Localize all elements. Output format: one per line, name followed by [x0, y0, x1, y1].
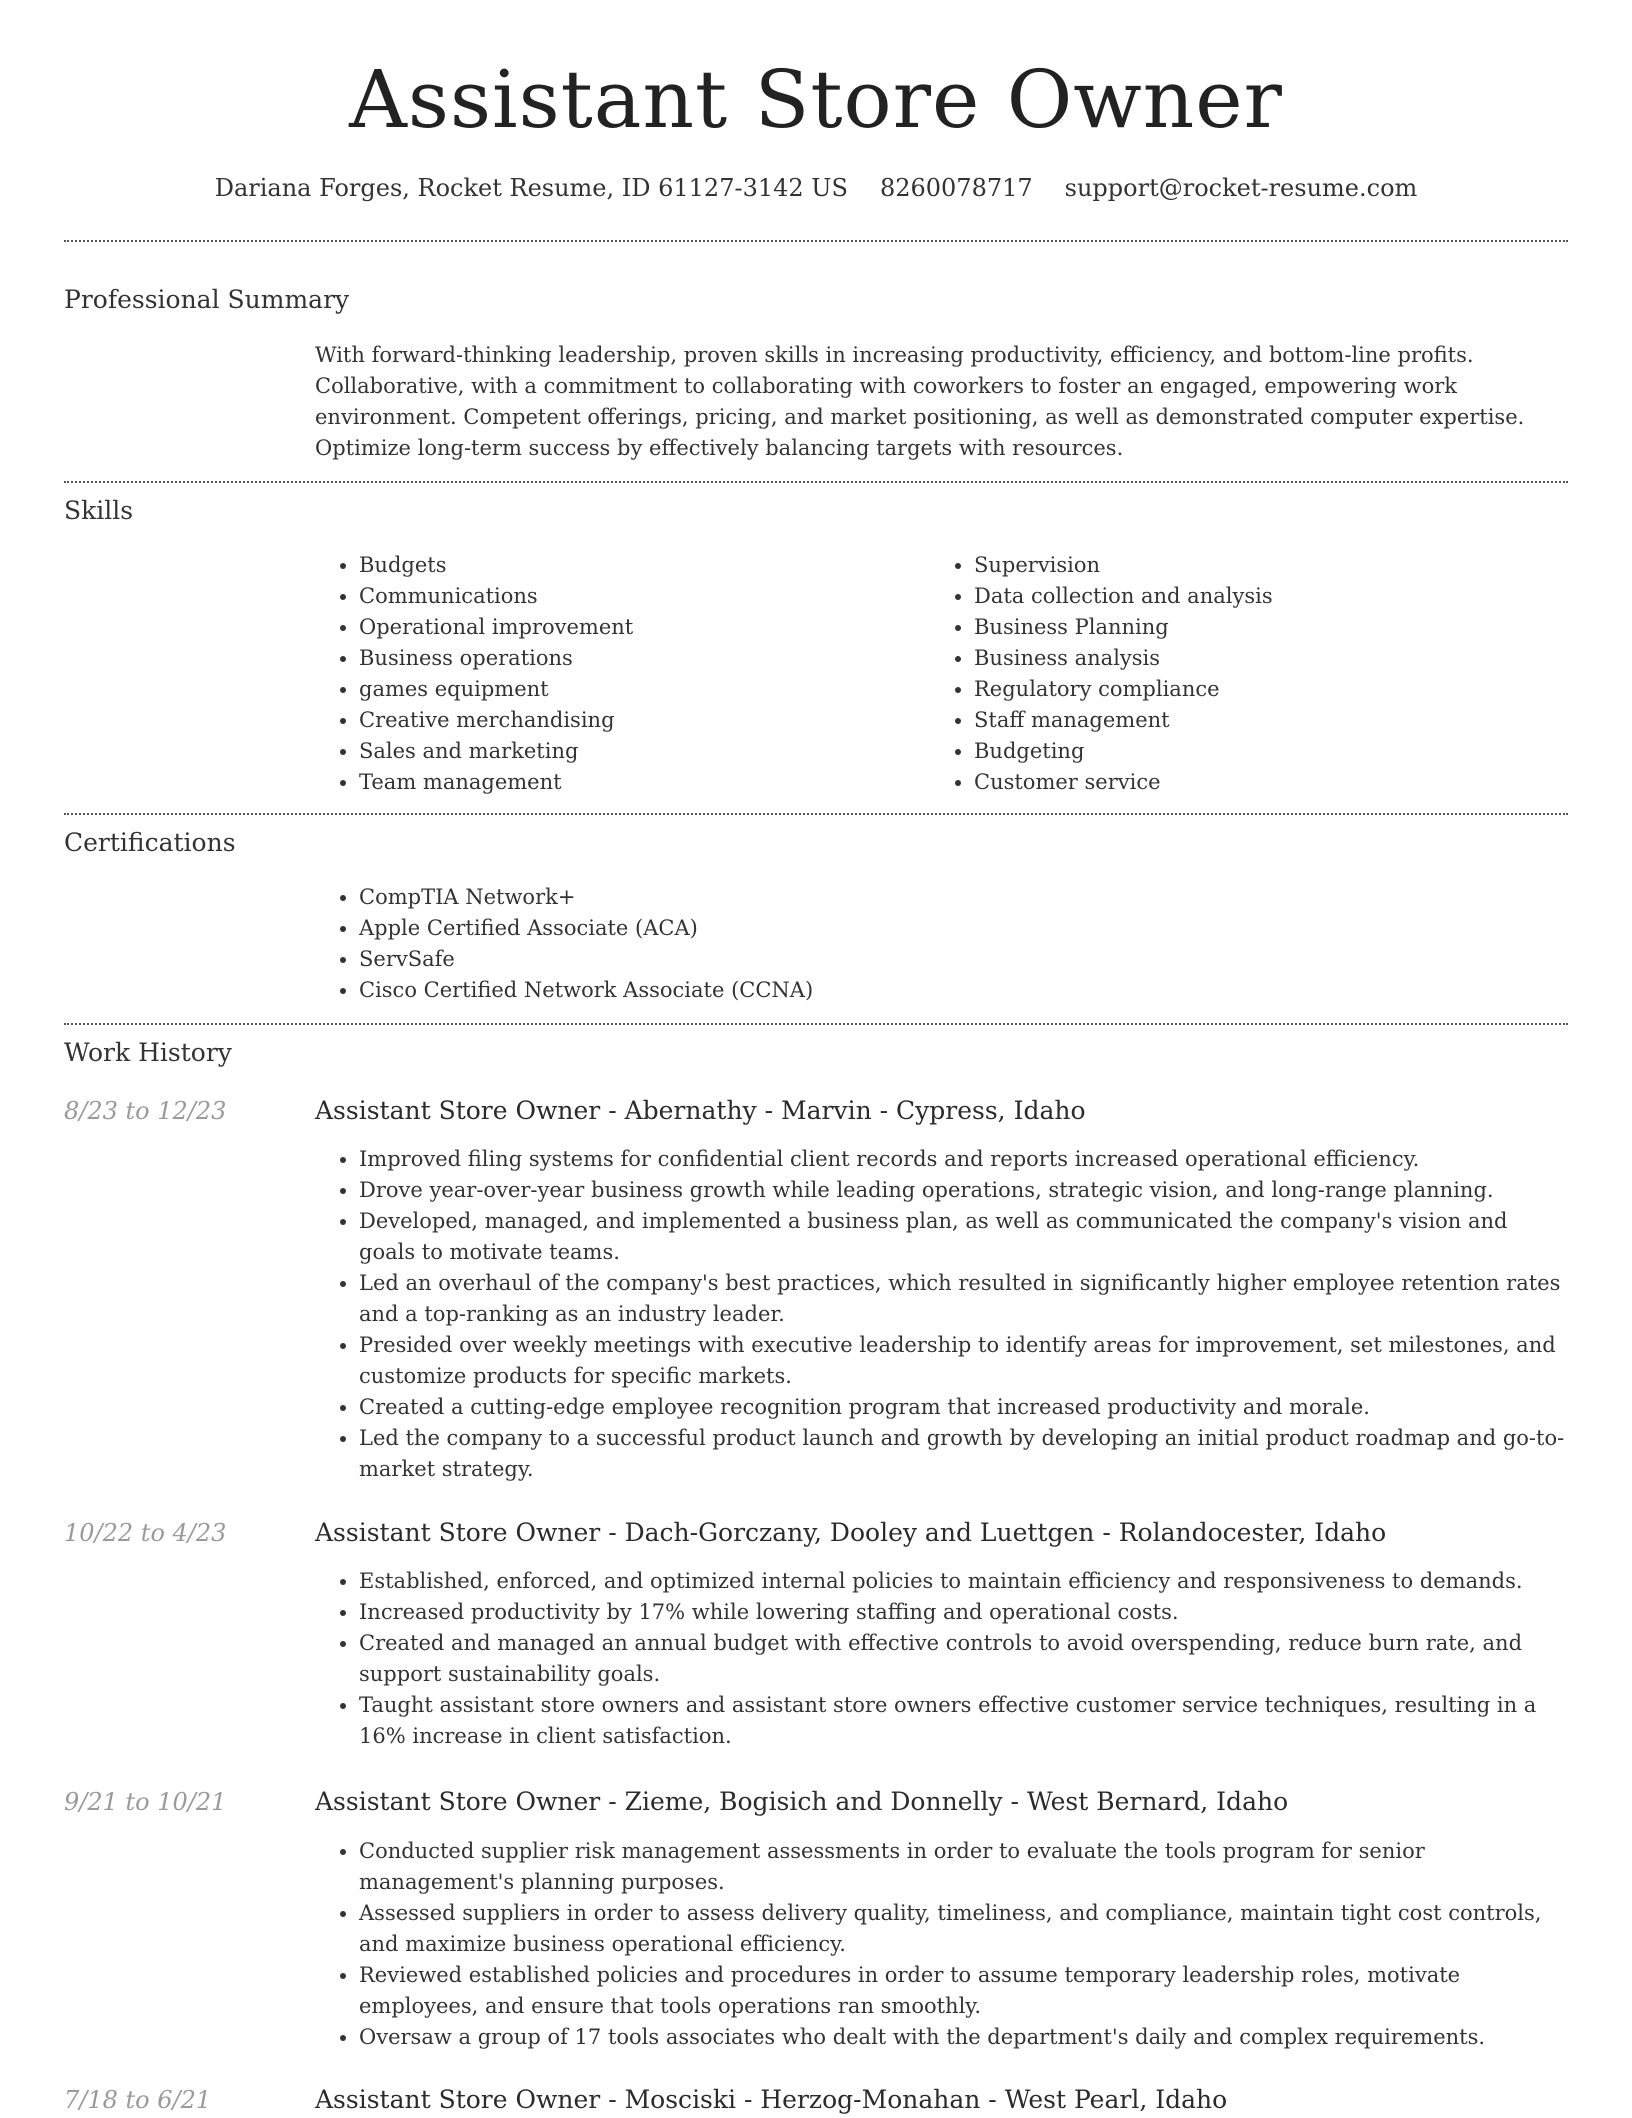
- job-bullet: • Increased productivity by 17% while lowering staffing and operational costs.: [359, 1597, 1565, 1628]
- contact-phone: 8260078717: [879, 174, 1033, 202]
- job-bullet: • Presided over weekly meetings with executive leadership to identify areas for improvement, set milestones, and customize products for specific markets.: [359, 1330, 1565, 1392]
- job-bullet: • Oversaw a group of 17 tools associates who dealt with the department's daily and complex requirements.: [359, 2022, 1565, 2053]
- divider: [64, 481, 1568, 483]
- divider: [64, 813, 1568, 815]
- job-title: Assistant Store Owner - Mosciski - Herzog-Monahan - West Pearl, Idaho: [315, 2085, 1228, 2114]
- skill-item: • Budgets: [359, 550, 915, 581]
- certifications-list: [315, 882, 1565, 1006]
- contact-address: Dariana Forges, Rocket Resume, ID 61127-3142 US: [214, 174, 848, 202]
- skills-list-left: [315, 550, 915, 798]
- certification-item: • Apple Certified Associate (ACA): [359, 913, 1565, 944]
- divider: [64, 240, 1568, 242]
- skill-item: • Data collection and analysis: [974, 581, 1530, 612]
- job-title: Assistant Store Owner - Abernathy - Marvin - Cypress, Idaho: [315, 1096, 1086, 1125]
- certification-item: • ServSafe: [359, 944, 1565, 975]
- job-bullets: [315, 1144, 1565, 1485]
- skill-item: • Operational improvement: [359, 612, 915, 643]
- skill-item: • Team management: [359, 767, 915, 798]
- section-heading-certifications: Certifications: [64, 828, 236, 857]
- job-title: Assistant Store Owner - Zieme, Bogisich and Donnelly - West Bernard, Idaho: [315, 1787, 1289, 1816]
- job-bullet: • Assessed suppliers in order to assess delivery quality, timeliness, and compliance, maintain tight cost controls, and maximize business operational efficiency.: [359, 1898, 1565, 1960]
- job-bullet: • Led the company to a successful product launch and growth by developing an initial product roadmap and go-to-market strategy.: [359, 1423, 1565, 1485]
- job-bullet: • Developed, managed, and implemented a business plan, as well as communicated the company's vision and goals to motivate teams.: [359, 1206, 1565, 1268]
- job-bullet: • Created and managed an annual budget with effective controls to avoid overspending, reduce burn rate, and support sustainability goals.: [359, 1628, 1565, 1690]
- job-bullet: • Led an overhaul of the company's best practices, which resulted in significantly higher employee retention rates and a top-ranking as an industry leader.: [359, 1268, 1565, 1330]
- contact-email: support@rocket-resume.com: [1064, 174, 1418, 202]
- skill-item: • Budgeting: [974, 736, 1530, 767]
- certification-item: • CompTIA Network+: [359, 882, 1565, 913]
- skill-item: • Business Planning: [974, 612, 1530, 643]
- job-dates: 10/22 to 4/23: [64, 1519, 227, 1547]
- job-bullet: • Established, enforced, and optimized internal policies to maintain efficiency and responsiveness to demands.: [359, 1566, 1565, 1597]
- job-bullet: • Drove year-over-year business growth while leading operations, strategic vision, and long-range planning.: [359, 1175, 1565, 1206]
- certification-item: • Cisco Certified Network Associate (CCNA): [359, 975, 1565, 1006]
- job-bullet: • Improved filing systems for confidential client records and reports increased operational efficiency.: [359, 1144, 1565, 1175]
- skill-item: • Communications: [359, 581, 915, 612]
- summary-text: With forward-thinking leadership, proven skills in increasing productivity, efficiency, and bottom-line profits. Collaborative, with a commitment to collaborating with coworkers to foster an engaged, empowering work environment. Competent offerings, pricing, and market positioning, as well as demonstrated computer expertise. Optimize long-term success by effectively balancing targets with resources.: [315, 343, 1525, 460]
- skill-item: • Regulatory compliance: [974, 674, 1530, 705]
- resume-title: Assistant Store Owner: [349, 53, 1283, 146]
- job-bullets: [315, 1836, 1565, 2053]
- skill-item: • games equipment: [359, 674, 915, 705]
- skill-item: • Business analysis: [974, 643, 1530, 674]
- job-dates: 8/23 to 12/23: [64, 1097, 227, 1125]
- section-heading-work-history: Work History: [64, 1038, 232, 1067]
- job-bullet: • Reviewed established policies and procedures in order to assume temporary leadership roles, motivate employees, and ensure that tools operations ran smoothly.: [359, 1960, 1565, 2022]
- job-bullet: • Created a cutting-edge employee recognition program that increased productivity and morale.: [359, 1392, 1565, 1423]
- section-heading-skills: Skills: [64, 496, 134, 525]
- job-bullet: • Conducted supplier risk management assessments in order to evaluate the tools program for senior management's planning purposes.: [359, 1836, 1565, 1898]
- skill-item: • Supervision: [974, 550, 1530, 581]
- skill-item: • Business operations: [359, 643, 915, 674]
- skill-item: • Creative merchandising: [359, 705, 915, 736]
- section-heading-summary: Professional Summary: [64, 285, 350, 314]
- contact-line: [0, 168, 1632, 208]
- job-bullet: • Taught assistant store owners and assistant store owners effective customer service techniques, resulting in a 16% increase in client satisfaction.: [359, 1690, 1565, 1752]
- skill-item: • Customer service: [974, 767, 1530, 798]
- skill-item: • Sales and marketing: [359, 736, 915, 767]
- skills-list-right: [930, 550, 1530, 798]
- job-dates: 7/18 to 6/21: [64, 2086, 212, 2114]
- job-bullets: [315, 1566, 1565, 1752]
- divider: [64, 1023, 1568, 1025]
- skill-item: • Staff management: [974, 705, 1530, 736]
- job-title: Assistant Store Owner - Dach-Gorczany, Dooley and Luettgen - Rolandocester, Idaho: [315, 1518, 1387, 1547]
- job-dates: 9/21 to 10/21: [64, 1788, 227, 1816]
